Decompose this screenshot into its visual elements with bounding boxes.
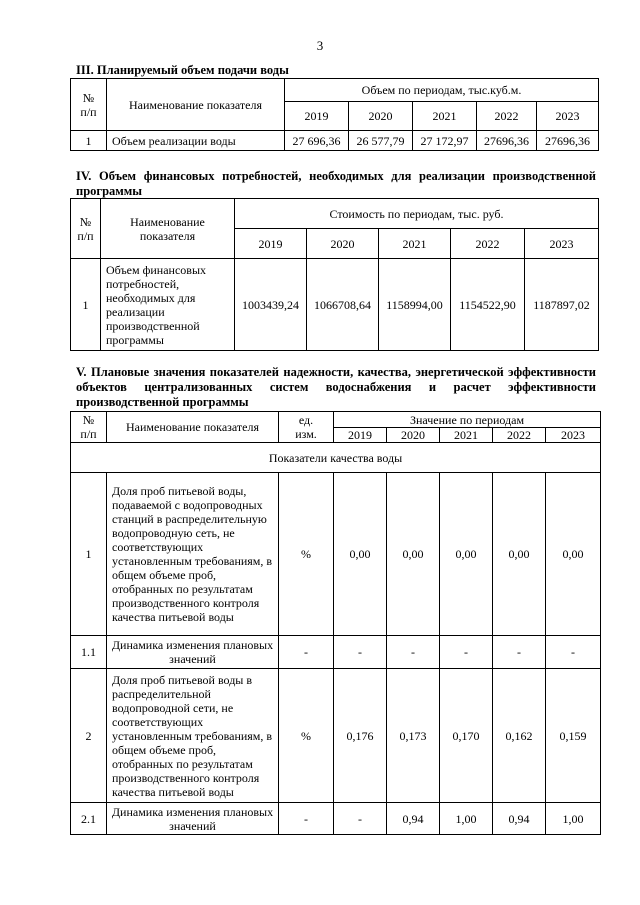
row-unit: -	[279, 803, 334, 835]
row-value: 1066708,64	[307, 259, 379, 351]
row-number: 2.1	[71, 803, 107, 835]
row-number: 1	[71, 473, 107, 636]
row-number: 1.1	[71, 636, 107, 669]
row-unit: %	[279, 669, 334, 803]
row-value: 0,162	[493, 669, 546, 803]
row-value: -	[440, 636, 493, 669]
row-value: 0,00	[440, 473, 493, 636]
year-header: 2020	[307, 229, 379, 259]
row-value: 27 696,36	[285, 131, 349, 151]
row-value: 27696,36	[537, 131, 599, 151]
row-value: 27 172,97	[413, 131, 477, 151]
col-no-header: № п/п	[71, 199, 101, 259]
row-value: 26 577,79	[349, 131, 413, 151]
year-header: 2023	[546, 428, 601, 443]
row-value: 0,94	[493, 803, 546, 835]
row-unit: %	[279, 473, 334, 636]
row-value: 0,94	[387, 803, 440, 835]
year-header: 2019	[285, 102, 349, 131]
row-value: 1,00	[440, 803, 493, 835]
row-number: 1	[71, 259, 101, 351]
year-header: 2020	[349, 102, 413, 131]
page-number: 3	[316, 38, 324, 53]
row-name: Объем реализации воды	[107, 131, 285, 151]
row-name: Объем финансовых потребностей, необходимых для реализации производственной программы	[101, 259, 235, 351]
year-header: 2021	[379, 229, 451, 259]
year-header: 2023	[537, 102, 599, 131]
row-name: Доля проб питьевой воды, подаваемой с водопроводных станций в распределительную водопроводную сеть, не соответствующих установленным требованиям, в общем объеме проб, отобранных по результатам производственного контроля качества питьевой воды	[107, 473, 279, 636]
year-header: 2019	[235, 229, 307, 259]
year-header: 2020	[387, 428, 440, 443]
table-row	[71, 473, 601, 636]
table-row	[71, 636, 601, 669]
year-header: 2022	[493, 428, 546, 443]
row-name: Динамика изменения плановых значений	[107, 636, 279, 669]
row-number: 2	[71, 669, 107, 803]
col-name-header: Наименование показателя	[107, 79, 285, 131]
row-value: 1,00	[546, 803, 601, 835]
year-header: 2021	[413, 102, 477, 131]
col-periods-header: Значение по периодам	[334, 412, 601, 428]
table-row	[71, 131, 599, 151]
row-value: -	[334, 636, 387, 669]
section-3-title: III. Планируемый объем подачи воды	[76, 63, 289, 77]
table-row	[71, 803, 601, 835]
year-header: 2021	[440, 428, 493, 443]
year-header: 2019	[334, 428, 387, 443]
row-value: -	[546, 636, 601, 669]
year-header: 2022	[451, 229, 525, 259]
row-value: 0,173	[387, 669, 440, 803]
year-header: 2022	[477, 102, 537, 131]
col-periods-header: Стоимость по периодам, тыс. руб.	[235, 199, 599, 229]
row-value: 0,00	[546, 473, 601, 636]
table-row	[71, 669, 601, 803]
row-value: 1158994,00	[379, 259, 451, 351]
row-value: 0,00	[493, 473, 546, 636]
section-4-table	[70, 198, 599, 351]
section-3-table	[70, 78, 599, 151]
year-header: 2023	[525, 229, 599, 259]
row-value: 0,176	[334, 669, 387, 803]
col-name-header: Наименование показателя	[101, 199, 235, 259]
row-value: -	[334, 803, 387, 835]
row-value: 1154522,90	[451, 259, 525, 351]
row-value: 1187897,02	[525, 259, 599, 351]
row-number: 1	[71, 131, 107, 151]
row-value: 0,159	[546, 669, 601, 803]
col-periods-header: Объем по периодам, тыс.куб.м.	[285, 79, 599, 102]
col-no-header: № п/п	[71, 79, 107, 131]
row-value: -	[493, 636, 546, 669]
col-no-header: № п/п	[71, 412, 107, 443]
row-value: 0,170	[440, 669, 493, 803]
section-5-table	[70, 411, 601, 835]
row-value: -	[387, 636, 440, 669]
col-unit-header: ед. изм.	[279, 412, 334, 443]
col-name-header: Наименование показателя	[107, 412, 279, 443]
row-value: 1003439,24	[235, 259, 307, 351]
row-name: Доля проб питьевой воды в распределительной водопроводной сети, не соответствующих установленным требованиям, в общем объеме проб, отобранных по результатам производственного контроля качества питьевой воды	[107, 669, 279, 803]
row-value: 0,00	[387, 473, 440, 636]
row-unit: -	[279, 636, 334, 669]
row-name: Динамика изменения плановых значений	[107, 803, 279, 835]
row-value: 0,00	[334, 473, 387, 636]
table-row	[71, 259, 599, 351]
group-header: Показатели качества воды	[71, 443, 601, 473]
section-5-title: V. Плановые значения показателей надежности, качества, энергетической эффективности объектов централизованных систем водоснабжения и расчет эффективности производственной программы	[76, 365, 596, 409]
section-4-title: IV. Объем финансовых потребностей, необходимых для реализации производственной программы	[76, 169, 596, 198]
row-value: 27696,36	[477, 131, 537, 151]
